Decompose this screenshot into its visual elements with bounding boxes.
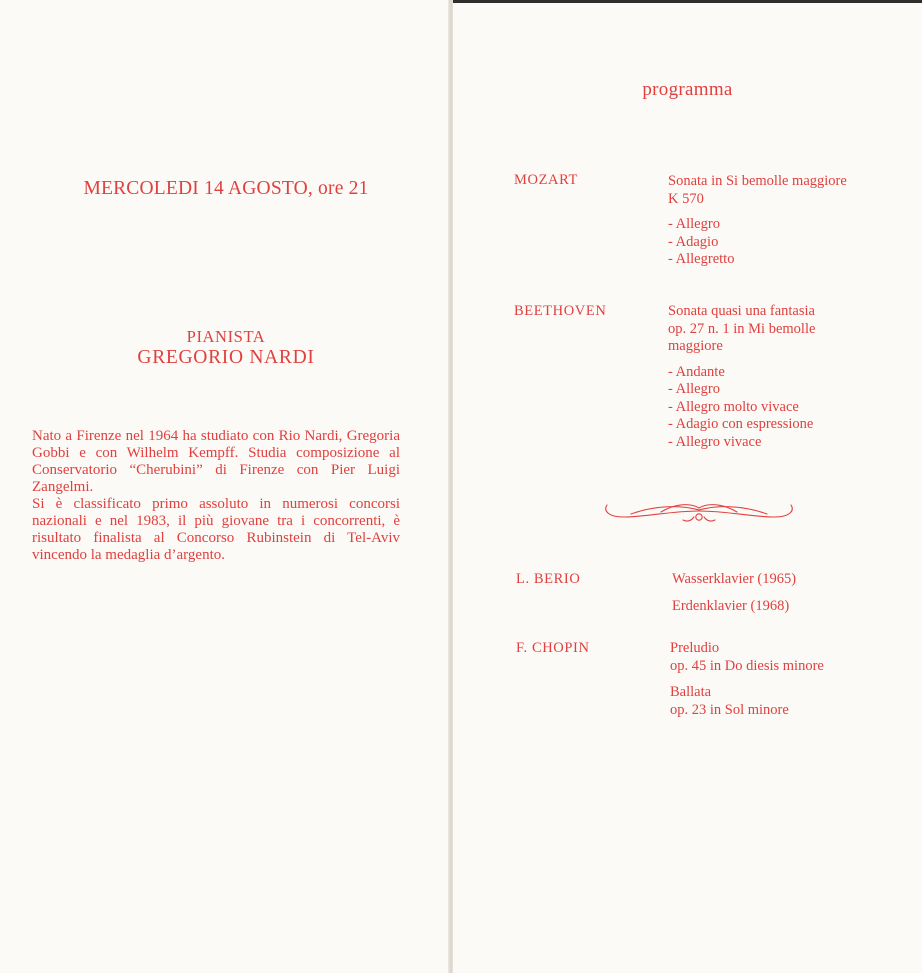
- movement-item: - Allegro vivace: [668, 433, 762, 450]
- composer-chopin: F. CHOPIN: [516, 640, 590, 656]
- movement-item: - Allegretto: [668, 251, 735, 267]
- work-title-line: maggiore: [668, 338, 723, 354]
- right-page: [453, 0, 922, 973]
- composer-beethoven: BEETHOVEN: [514, 303, 607, 319]
- composer-mozart: MOZART: [514, 172, 578, 188]
- ornament-divider-icon: [601, 495, 797, 527]
- work-title-line: Sonata in Si bemolle maggiore: [668, 173, 847, 189]
- performer-role: PIANISTA: [186, 327, 266, 346]
- movement-item: - Allegro: [668, 381, 720, 397]
- bio-paragraph-1: Nato a Firenze nel 1964 ha studiato con Rio Nardi, Gregoria Gobbi e con Wilhelm Kempff. Studia composizione al Conservatorio “Cherubini” di Firenze con Pier Luigi Zangelmi.: [32, 428, 400, 495]
- work-mozart: [668, 173, 898, 269]
- composer-berio: L. BERIO: [516, 571, 581, 587]
- bio-paragraph-2: Si è classificato primo assoluto in numerosi concorsi nazionali e nel 1983, il più giovane tra i concorrenti, è risultato finalista al Concorso Rubinstein di Tel-Aviv vincendo la medaglia d’argento.: [32, 496, 400, 563]
- work-title-line: Ballata: [670, 684, 712, 700]
- biography: [32, 428, 400, 564]
- left-page: [0, 0, 453, 973]
- movement-item: - Adagio: [668, 233, 719, 250]
- movement-list: [668, 364, 898, 452]
- event-date: MERCOLEDI 14 AGOSTO, ore 21: [83, 178, 369, 199]
- work-beethoven: [668, 303, 898, 451]
- work-title-line: op. 27 n. 1 in Mi bemolle: [668, 320, 816, 337]
- movement-item: - Allegro: [668, 216, 720, 232]
- work-title-line: op. 45 in Do diesis minore: [670, 657, 824, 674]
- work-title-line: Sonata quasi una fantasia: [668, 303, 815, 319]
- work-berio-wasserklavier: Wasserklavier (1965): [672, 571, 797, 587]
- work-title-line: Preludio: [670, 640, 720, 656]
- movement-list: [668, 216, 898, 269]
- program-title: programma: [642, 79, 733, 100]
- movement-item: - Allegro molto vivace: [668, 398, 799, 415]
- movement-item: - Adagio con espressione: [668, 416, 814, 432]
- work-title-line: op. 23 in Sol minore: [670, 701, 789, 718]
- work-berio-erdenklavier: Erdenklavier (1968): [672, 598, 790, 614]
- movement-item: - Andante: [668, 363, 725, 380]
- work-chopin-ballata: [670, 684, 900, 719]
- work-chopin-preludio: [670, 640, 900, 675]
- performer-name: GREGORIO NARDI: [137, 347, 315, 368]
- work-title-line: K 570: [668, 190, 704, 207]
